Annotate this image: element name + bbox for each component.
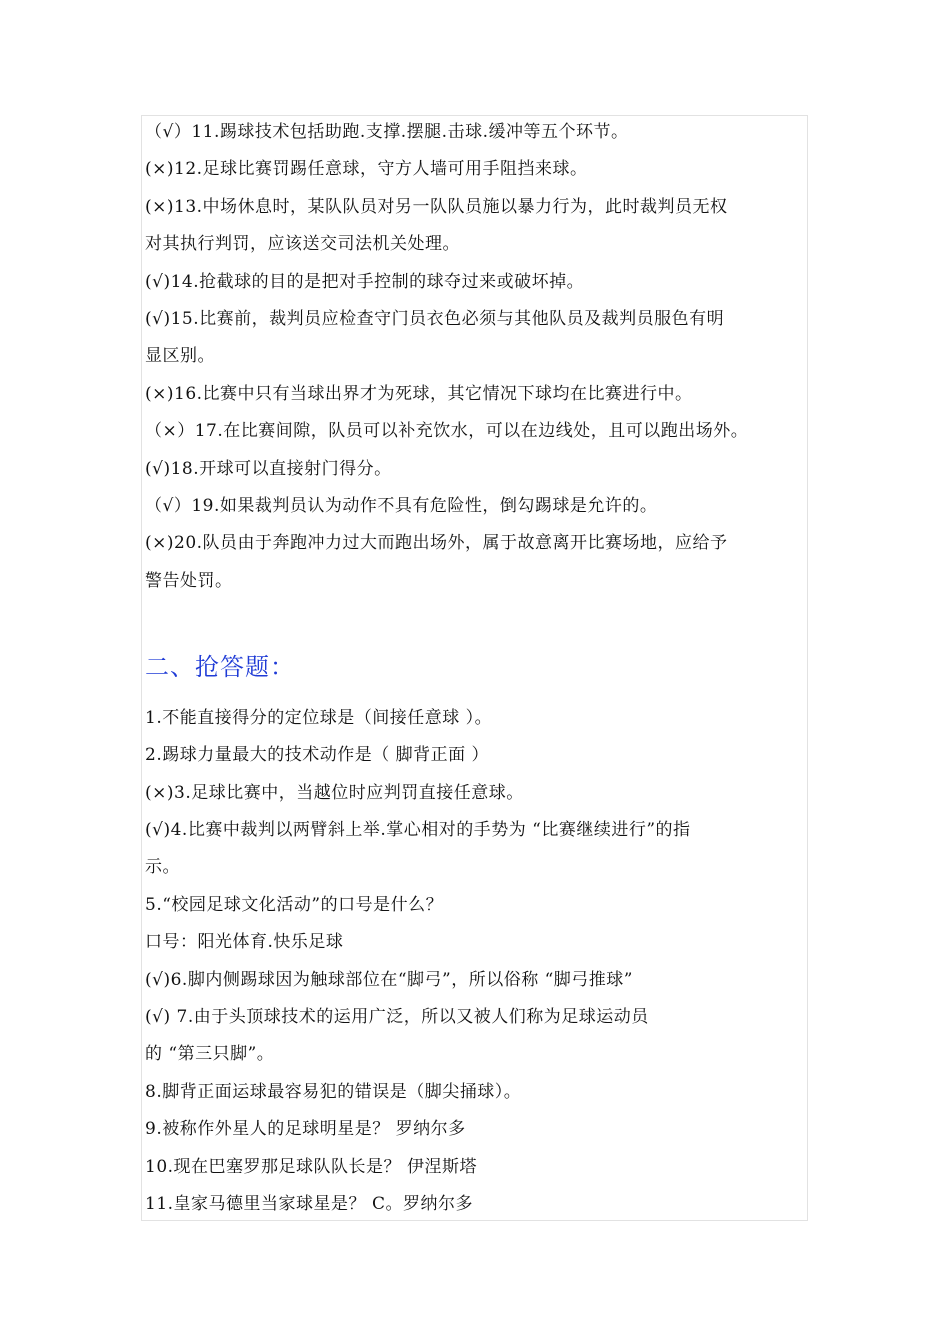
tf-line-11: （√）11.踢球技术包括助跑.支撑.摆腿.击球.缓冲等五个环节。	[145, 122, 629, 142]
qa-line-4a: (√)4.比赛中裁判以两臂斜上举.掌心相对的手势为 “比赛继续进行”的指	[145, 820, 691, 840]
tf-line-20b: 警告处罚。	[145, 571, 233, 591]
qa-line-4b: 示。	[145, 857, 180, 877]
qa-line-5-answer: 口号：阳光体育.快乐足球	[145, 932, 344, 952]
qa-line-7a: (√) 7.由于头顶球技术的运用广泛，所以又被人们称为足球运动员	[145, 1007, 649, 1027]
qa-line-9: 9.被称作外星人的足球明星是？ 罗纳尔多	[145, 1119, 466, 1139]
section-heading: 二、抢答题：	[145, 653, 295, 681]
tf-line-14: (√)14.抢截球的目的是把对手控制的球夺过来或破坏掉。	[145, 272, 585, 292]
tf-line-18: (√)18.开球可以直接射门得分。	[145, 459, 392, 479]
tf-line-16: (×)16.比赛中只有当球出界才为死球，其它情况下球均在比赛进行中。	[145, 384, 693, 404]
qa-line-1: 1.不能直接得分的定位球是（间接任意球 ）。	[145, 708, 493, 728]
qa-line-3: (×)3.足球比赛中，当越位时应判罚直接任意球。	[145, 783, 524, 803]
qa-line-6: (√)6.脚内侧踢球因为触球部位在“脚弓”，所以俗称 “脚弓推球”	[145, 970, 633, 990]
qa-line-10: 10.现在巴塞罗那足球队队长是？ 伊涅斯塔	[145, 1157, 477, 1177]
qa-line-11: 11.皇家马德里当家球星是？ C。罗纳尔多	[145, 1194, 473, 1214]
qa-line-8: 8.脚背正面运球最容易犯的错误是（脚尖捅球）。	[145, 1082, 522, 1102]
tf-line-19: （√）19.如果裁判员认为动作不具有危险性，倒勾踢球是允许的。	[145, 496, 658, 516]
tf-line-15b: 显区别。	[145, 346, 215, 366]
tf-line-13a: (×)13.中场休息时，某队队员对另一队队员施以暴力行为，此时裁判员无权	[145, 197, 728, 217]
tf-line-17: （×）17.在比赛间隙，队员可以补充饮水，可以在边线处，且可以跑出场外。	[145, 421, 749, 441]
qa-line-2: 2.踢球力量最大的技术动作是（ 脚背正面 ）	[145, 745, 490, 765]
tf-line-12: (×)12.足球比赛罚踢任意球，守方人墙可用手阻挡来球。	[145, 159, 588, 179]
tf-line-13b: 对其执行判罚，应该送交司法机关处理。	[145, 234, 460, 254]
tf-line-15a: (√)15.比赛前，裁判员应检查守门员衣色必须与其他队员及裁判员服色有明	[145, 309, 725, 329]
qa-line-7b: 的 “第三只脚”。	[145, 1044, 275, 1064]
qa-line-5: 5.“校园足球文化活动”的口号是什么？	[145, 895, 444, 915]
tf-line-20a: (×)20.队员由于奔跑冲力过大而跑出场外，属于故意离开比赛场地，应给予	[145, 533, 728, 553]
